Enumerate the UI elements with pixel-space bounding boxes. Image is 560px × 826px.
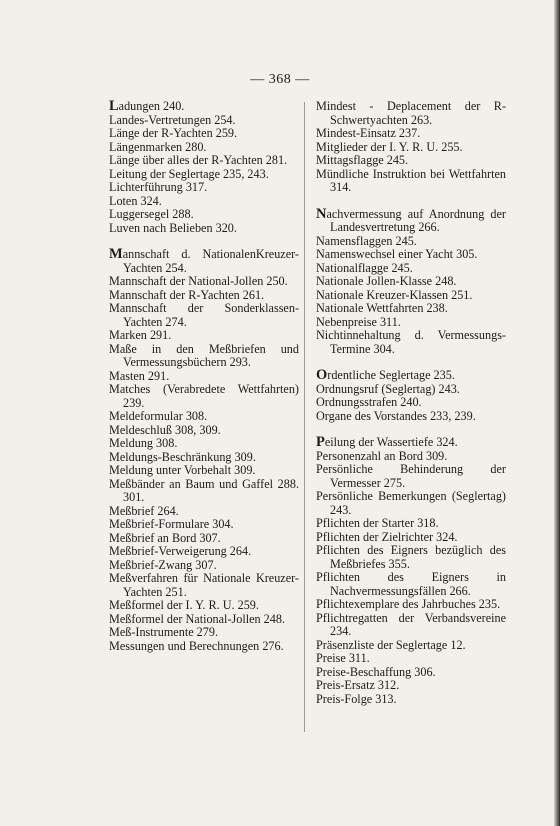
page-edge <box>554 0 560 826</box>
index-entry: Meldung 308. <box>109 436 178 450</box>
index-entry: Marken 291. <box>109 328 172 342</box>
index-entry: Meß-Instrumente 279. <box>109 625 218 639</box>
index-initial-letter: P <box>316 434 325 450</box>
index-entry: Mittagsflagge 245. <box>316 153 409 167</box>
index-entry: Preis-Ersatz 312. <box>316 678 400 692</box>
column-divider <box>304 102 305 732</box>
index-letter-group <box>109 248 299 653</box>
index-entry: Persönliche Bemerkungen (Seglertag) 243. <box>316 489 506 517</box>
index-entry: Meldeschluß 308, 309. <box>109 422 221 437</box>
index-entry: Nachvermessung auf Anordnung der Landesvertretung 266. <box>316 205 506 234</box>
index-entry: Mannschaft d. NationalenKreuzer-Yachten 254. <box>109 246 299 275</box>
index-entry: Maße in den Meßbriefen und Vermessungsbüchern 293. <box>109 341 299 369</box>
index-entry: Meldeformular 308. <box>109 409 208 423</box>
index-column-left <box>109 100 299 653</box>
index-letter-group <box>316 369 506 423</box>
index-entry: Organe des Vorstandes 233, 239. <box>316 408 476 423</box>
index-entry: Meßbrief-Formulare 304. <box>109 517 234 531</box>
index-entry: Nationale Wettfahrten 238. <box>316 301 448 315</box>
index-entry: Pflichten der Starter 318. <box>316 516 439 530</box>
index-entry: Meßbänder an Baum und Gaffel 288. 301. <box>109 476 299 504</box>
index-entry: Meßbrief 264. <box>109 503 179 518</box>
index-entry: Ladungen 240. <box>109 98 185 114</box>
index-entry: Meßverfahren für Nationale Kreuzer-Yachten 251. <box>109 571 299 599</box>
index-entry: Mindest - Deplacement der R-Schwertyachten 263. <box>316 99 506 127</box>
index-entry: Ordnungsstrafen 240. <box>316 395 422 409</box>
index-letter-group <box>316 100 506 195</box>
index-entry: Meldungs-Beschränkung 309. <box>109 449 256 464</box>
index-entry: Pflichtregatten der Verbandsvereine 234. <box>316 610 506 638</box>
index-entry: Pflichten des Eigners bezüglich des Meßbriefes 355. <box>316 543 506 571</box>
index-entry: Meßformel der National-Jollen 248. <box>109 611 285 626</box>
index-entry: Nationalflagge 245. <box>316 260 413 275</box>
index-entry: Masten 291. <box>109 368 170 383</box>
index-entry: Meßformel der I. Y. R. U. 259. <box>109 598 259 612</box>
index-column-right <box>316 100 506 706</box>
index-entry: Landes-Vertretungen 254. <box>109 112 236 127</box>
index-entry: Länge der R-Yachten 259. <box>109 126 238 140</box>
index-entry: Mannschaft der Sonderklassen-Yachten 274. <box>109 301 299 329</box>
index-entry: Mitglieder der I. Y. R. U. 255. <box>316 139 463 154</box>
index-entry: Luven nach Belieben 320. <box>109 220 237 235</box>
index-letter-group <box>316 205 506 357</box>
index-entry: Pflichten des Eigners in Nachvermessungsfällen 266. <box>316 570 506 598</box>
index-entry: Länge über alles der R-Yachten 281. <box>109 153 288 167</box>
index-entry: Längenmarken 280. <box>109 139 207 154</box>
index-entry: Lichterführung 317. <box>109 180 208 194</box>
index-entry: Messungen und Berechnungen 276. <box>109 638 284 653</box>
index-entry: Meßbrief-Zwang 307. <box>109 557 217 572</box>
index-entry: Nationale Jollen-Klasse 248. <box>316 274 457 288</box>
index-entry: Namensflaggen 245. <box>316 233 417 248</box>
index-entry: Leitung der Seglertage 235, 243. <box>109 166 269 181</box>
index-entry: Präsenzliste der Seglertage 12. <box>316 637 466 652</box>
index-initial-letter: O <box>316 367 328 383</box>
index-entry: Mindest-Einsatz 237. <box>316 126 421 140</box>
index-entry: Ordentliche Seglertage 235. <box>316 367 455 383</box>
index-entry: Mannschaft der R-Yachten 261. <box>109 287 265 302</box>
index-entry: Mannschaft der National-Jollen 250. <box>109 274 288 288</box>
index-initial-letter: L <box>109 98 119 114</box>
index-entry: Personenzahl an Bord 309. <box>316 448 448 463</box>
index-entry: Peilung der Wassertiefe 324. <box>316 434 458 450</box>
index-entry: Matches (Verabredete Wettfahrten) 239. <box>109 382 299 410</box>
index-entry: Loten 324. <box>109 193 162 208</box>
index-entry: Meßbrief-Verweigerung 264. <box>109 544 252 558</box>
index-entry: Preise-Beschaffung 306. <box>316 664 436 679</box>
index-entry: Preis-Folge 313. <box>316 691 397 706</box>
index-entry: Mündliche Instruktion bei Wettfahrten 314. <box>316 166 506 194</box>
index-entry: Luggersegel 288. <box>109 207 194 221</box>
index-entry: Nationale Kreuzer-Klassen 251. <box>316 287 473 302</box>
index-letter-group <box>109 100 299 235</box>
index-letter-group <box>316 436 506 706</box>
index-entry: Meßbrief an Bord 307. <box>109 530 221 545</box>
index-entry: Preise 311. <box>316 651 370 665</box>
index-entry: Nebenpreise 311. <box>316 314 401 329</box>
page-number: — 368 — <box>250 72 310 87</box>
index-initial-letter: M <box>109 246 123 262</box>
index-entry: Persönliche Behinderung der Vermesser 275. <box>316 462 506 490</box>
index-entry: Ordnungsruf (Seglertag) 243. <box>316 381 460 396</box>
index-entry: Pflichtexemplare des Jahrbuches 235. <box>316 597 501 611</box>
index-entry: Nichtinnehaltung d. Vermessungs-Termine 304. <box>316 328 506 356</box>
index-entry: Meldung unter Vorbehalt 309. <box>109 463 256 477</box>
index-entry: Pflichten der Zielrichter 324. <box>316 529 458 544</box>
index-entry: Namenswechsel einer Yacht 305. <box>316 247 478 261</box>
index-initial-letter: N <box>316 205 327 222</box>
